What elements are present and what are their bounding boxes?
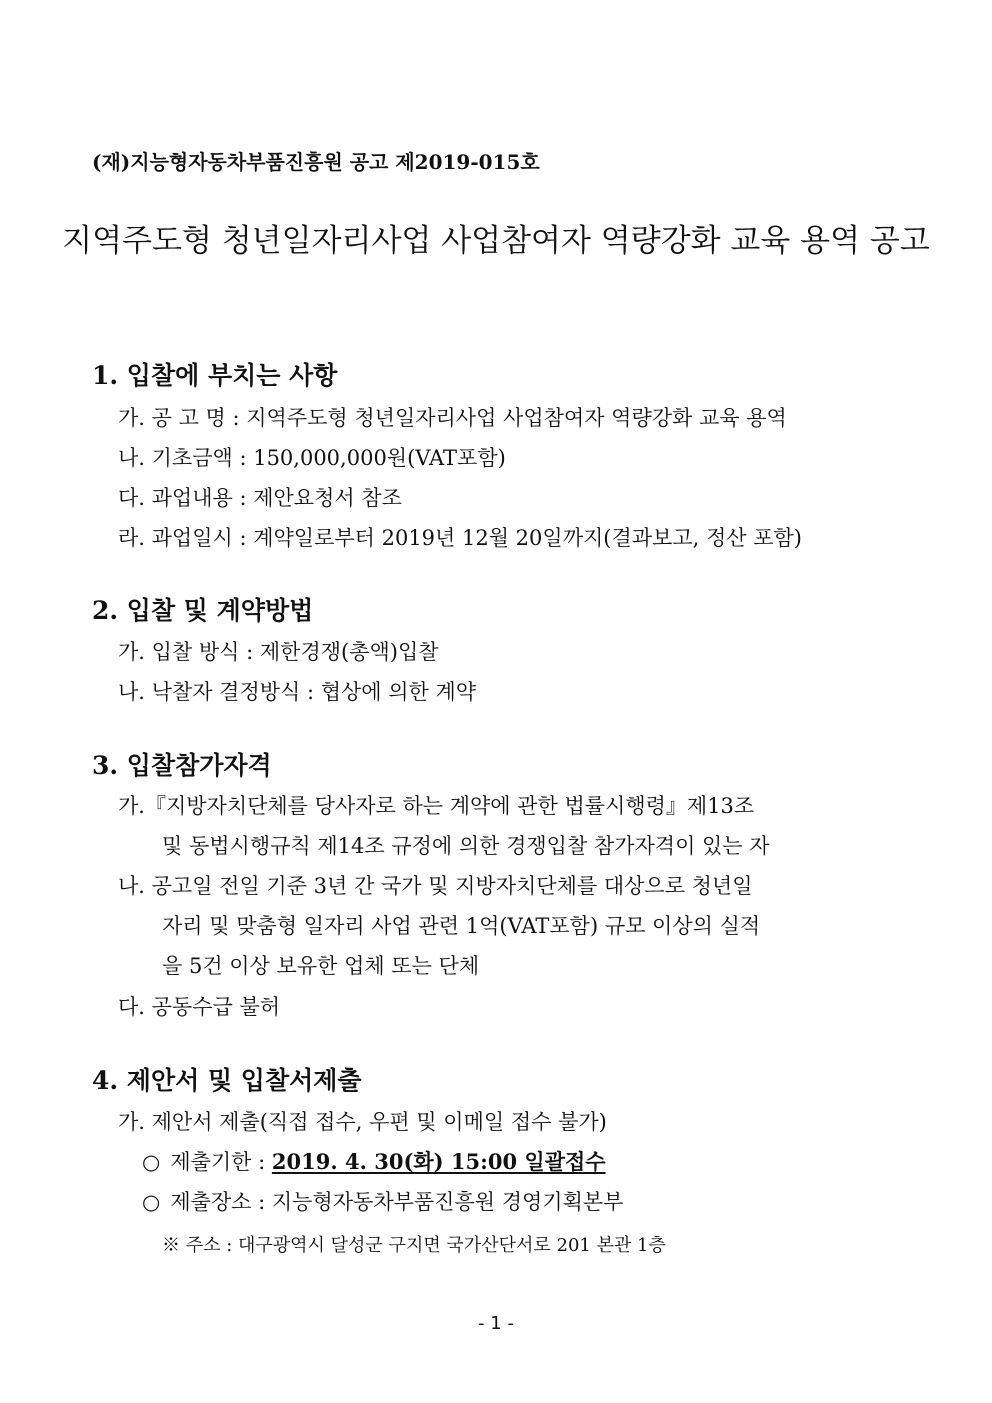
section-3-item-c: 다. 공동수급 불허 xyxy=(118,995,281,1019)
section-1-item-a: 가. 공 고 명 : 지역주도형 청년일자리사업 사업참여자 역량강화 교육 용역 xyxy=(118,406,787,430)
section-3-item-a: 가.『지방자치단체를 당사자로 하는 계약에 관한 법률시행령』제13조 xyxy=(118,794,755,818)
section-4-item-a: 가. 제안서 제출(직접 접수, 우편 및 이메일 접수 불가) xyxy=(118,1110,607,1134)
deadline-value: 2019. 4. 30(화) 15:00 일괄접수 xyxy=(271,1149,606,1174)
address-note: ※ 주소 : 대구광역시 달성군 구지면 국가산단서로 201 본관 1층 xyxy=(162,1235,666,1256)
section-4-heading: 4. 제안서 및 입찰서제출 xyxy=(92,1066,362,1095)
place-text: 제출장소 : 지능형자동차부품진흥원 경영기획본부 xyxy=(170,1190,624,1214)
section-2-item-a: 가. 입찰 방식 : 제한경쟁(총액)입찰 xyxy=(118,640,439,664)
notice-number: (재)지능형자동차부품진흥원 공고 제2019-015호 xyxy=(92,150,540,174)
section-1-item-c: 다. 과업내용 : 제안요청서 참조 xyxy=(118,486,402,510)
deadline-line xyxy=(142,1146,606,1176)
section-2-heading: 2. 입찰 및 계약방법 xyxy=(92,596,314,625)
section-3-heading: 3. 입찰참가자격 xyxy=(92,751,272,780)
section-3-item-b-cont-2: 을 5건 이상 보유한 업체 또는 단체 xyxy=(162,954,480,978)
section-1-heading: 1. 입찰에 부치는 사항 xyxy=(92,361,338,390)
section-1-item-d: 라. 과업일시 : 계약일로부터 2019년 12월 20일까지(결과보고, 정산 포함) xyxy=(118,526,802,550)
document-title: 지역주도형 청년일자리사업 사업참여자 역량강화 교육 용역 공고 xyxy=(62,223,930,259)
section-3-item-a-cont: 및 동법시행규칙 제14조 규정에 의한 경쟁입찰 참가자격이 있는 자 xyxy=(162,834,770,858)
bullet-circle: ○ xyxy=(142,1190,161,1214)
section-1-item-b: 나. 기초금액 : 150,000,000원(VAT포함) xyxy=(118,446,506,470)
place-line xyxy=(142,1186,623,1216)
deadline-label: 제출기한 : xyxy=(170,1150,266,1174)
section-3-item-b: 나. 공고일 전일 기준 3년 간 국가 및 지방자치단체를 대상으로 청년일 xyxy=(118,874,753,898)
section-2-item-b: 나. 낙찰자 결정방식 : 협상에 의한 계약 xyxy=(118,680,477,704)
page-number: - 1 - xyxy=(478,1313,514,1334)
section-3-item-b-cont-1: 자리 및 맞춤형 일자리 사업 관련 1억(VAT포함) 규모 이상의 실적 xyxy=(162,914,761,938)
bullet-circle: ○ xyxy=(142,1150,161,1174)
